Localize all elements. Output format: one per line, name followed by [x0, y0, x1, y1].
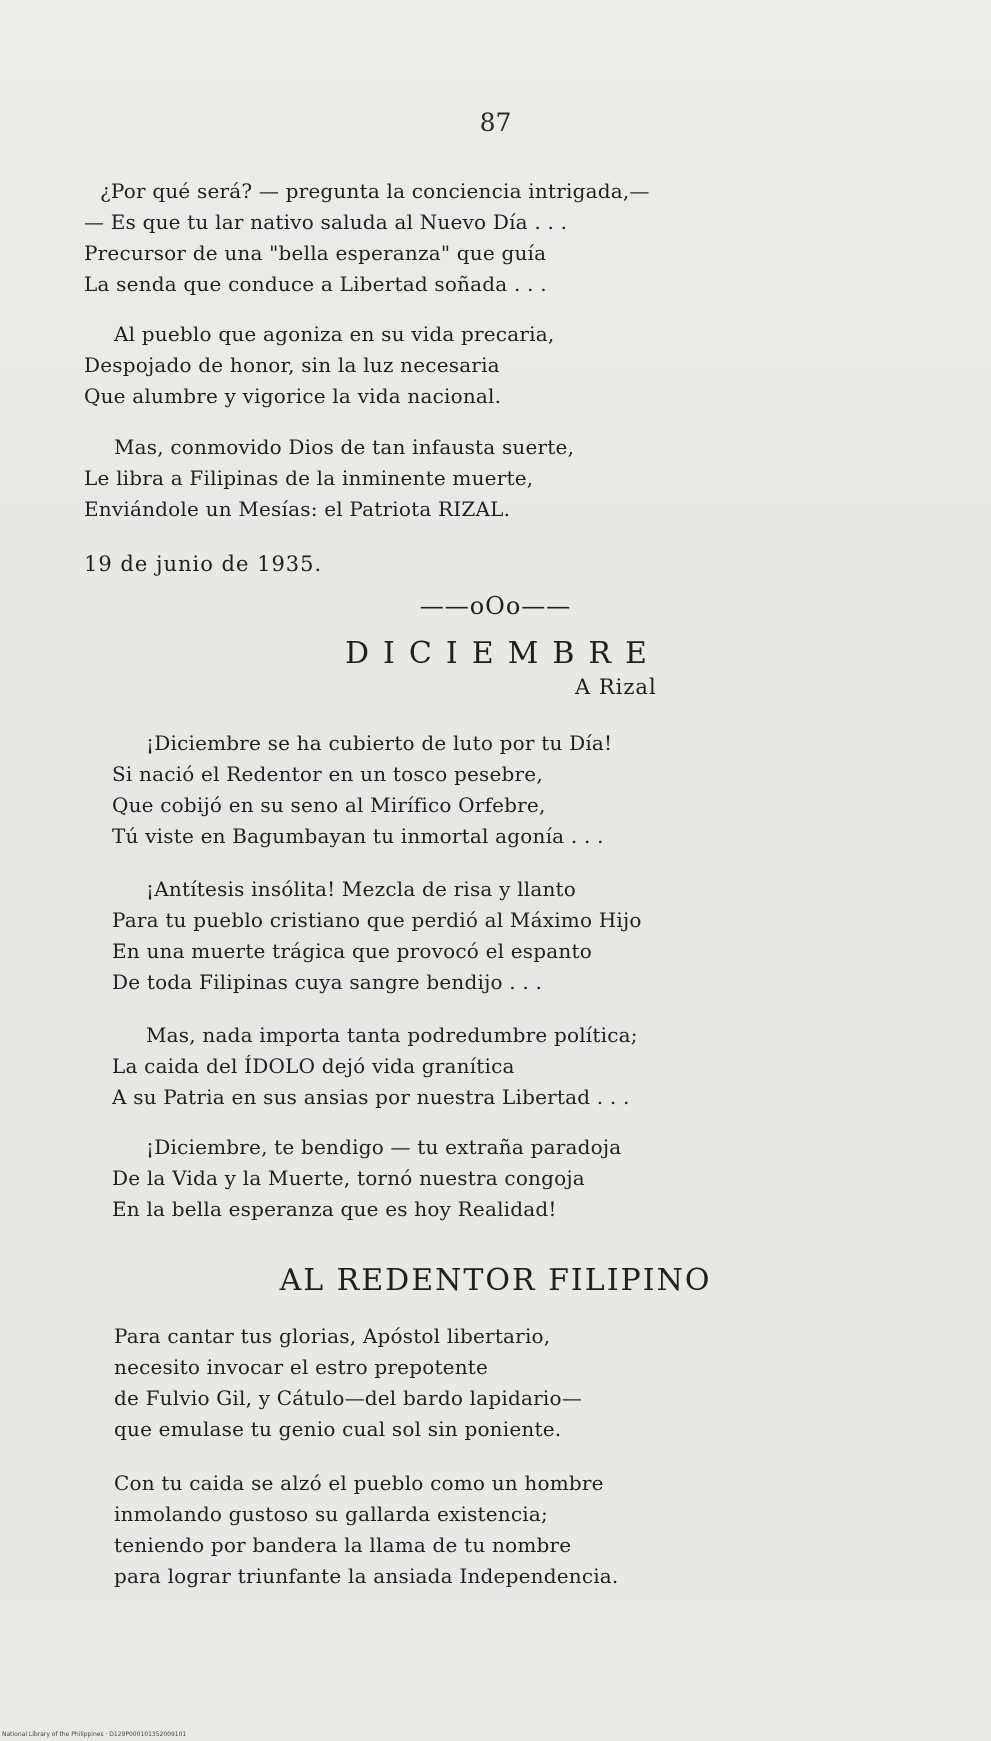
poem-line: Mas, conmovido Dios de tan infausta suerte,: [114, 435, 575, 459]
poem-line: teniendo por bandera la llama de tu nombre: [114, 1533, 572, 1557]
poem-date: 19 de junio de 1935.: [84, 552, 323, 576]
poem2-stanza-1: [0, 728, 991, 852]
poem-line: En una muerte trágica que provocó el espanto: [112, 939, 592, 963]
poem-line: De toda Filipinas cuya sangre bendijo . . .: [112, 970, 543, 994]
section-separator: ——oOo——: [419, 592, 572, 620]
scan-footer: National Library of the Philippines · D129P000101352009101: [2, 1731, 187, 1738]
poem-dedication: A Rizal: [575, 675, 657, 699]
poem1-stanza-3: [0, 432, 991, 525]
poem-line: ¡Antítesis insólita! Mezcla de risa y llanto: [146, 877, 577, 901]
poem-title-al-redentor: AL REDENTOR FILIPINO: [279, 1263, 712, 1298]
poem-line: De la Vida y la Muerte, tornó nuestra congoja: [112, 1166, 585, 1190]
poem-line: ¡Diciembre, te bendigo — tu extraña paradoja: [146, 1135, 622, 1159]
poem2-stanza-2: [0, 874, 991, 998]
poem-line: inmolando gustoso su gallarda existencia;: [114, 1502, 548, 1526]
poem-line: ¡Diciembre se ha cubierto de luto por tu Día!: [146, 731, 613, 755]
poem-line: Mas, nada importa tanta podredumbre política;: [146, 1023, 638, 1047]
poem-line: La senda que conduce a Libertad soñada . . .: [84, 272, 547, 296]
poem-line: para lograr triunfante la ansiada Independencia.: [114, 1564, 619, 1588]
poem-line: Que cobijó en su seno al Mirífico Orfebre,: [112, 793, 546, 817]
poem-line: Tú viste en Bagumbayan tu inmortal agonía . . .: [112, 824, 604, 848]
poem-line: Si nació el Redentor en un tosco pesebre,: [112, 762, 543, 786]
poem-line: Que alumbre y vigorice la vida nacional.: [84, 384, 502, 408]
page-number: 87: [479, 108, 512, 137]
poem-line: Despojado de honor, sin la luz necesaria: [84, 353, 500, 377]
poem2-stanza-4: [0, 1132, 991, 1225]
poem-line: A su Patria en sus ansias por nuestra Libertad . . .: [112, 1085, 630, 1109]
poem3-stanza-2: [0, 1468, 991, 1592]
poem1-stanza-2: [0, 319, 991, 412]
poem-line: — Es que tu lar nativo saluda al Nuevo Día . . .: [84, 210, 568, 234]
poem-line: Con tu caida se alzó el pueblo como un hombre: [114, 1471, 604, 1495]
poem-title-diciembre: DICIEMBRE: [345, 636, 661, 671]
poem-line: La caida del ÍDOLO dejó vida granítica: [112, 1054, 515, 1078]
poem-line: que emulase tu genio cual sol sin poniente.: [114, 1417, 562, 1441]
poem-line: Para cantar tus glorias, Apóstol libertario,: [114, 1324, 551, 1348]
poem-line: Para tu pueblo cristiano que perdió al Máximo Hijo: [112, 908, 642, 932]
poem-line: de Fulvio Gil, y Cátulo—del bardo lapidario—: [114, 1386, 582, 1410]
poem2-stanza-3: [0, 1020, 991, 1113]
poem-line: Le libra a Filipinas de la inminente muerte,: [84, 466, 534, 490]
poem-line: Enviándole un Mesías: el Patriota RIZAL.: [84, 497, 511, 521]
poem-line: necesito invocar el estro prepotente: [114, 1355, 489, 1379]
poem-line: ¿Por qué será? — pregunta la conciencia intrigada,—: [100, 179, 650, 203]
poem1-stanza-1: [0, 176, 991, 300]
poem3-stanza-1: [0, 1321, 991, 1445]
poem-line: Precursor de una "bella esperanza" que guía: [84, 241, 547, 265]
poem-line: Al pueblo que agoniza en su vida precaria,: [114, 322, 555, 346]
poem-line: En la bella esperanza que es hoy Realidad!: [112, 1197, 557, 1221]
